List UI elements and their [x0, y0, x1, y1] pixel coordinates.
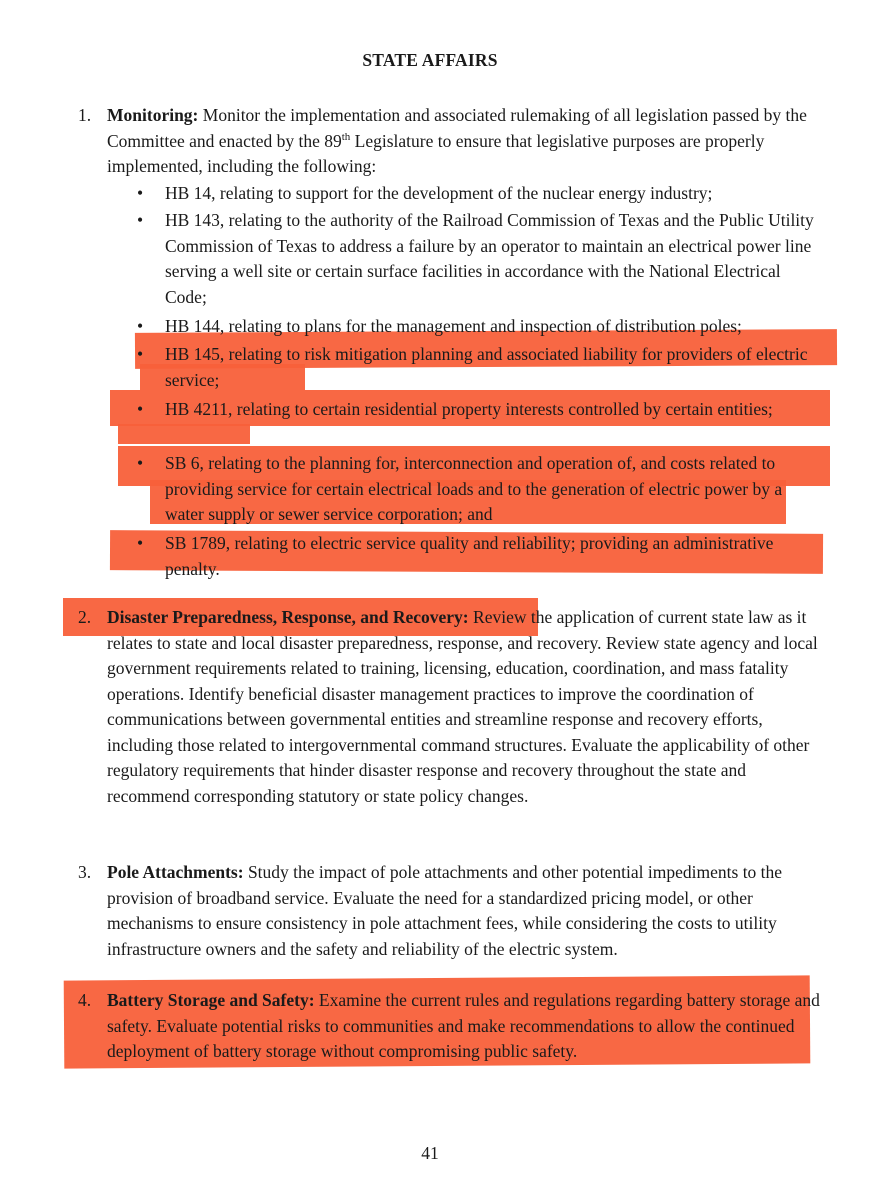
item-heading: Pole Attachments:	[107, 862, 244, 882]
item-heading: Monitoring:	[107, 105, 199, 125]
bullet-sb1789: SB 1789, relating to electric service quality and reliability; providing an administrative penalty.	[165, 533, 774, 579]
item-text: Study the impact of pole attachments and other potential impediments to the provision of broadband service. Evaluate the need for a standardized pricing model, or other mechanisms to ensure consistency in pole attachment fees, while considering the costs to utility infrastructure owners and the safety and reliability of the electric system.	[107, 862, 783, 959]
highlight-hb4211-line2	[118, 424, 250, 444]
item-number-1: 1.	[78, 105, 92, 125]
item-monitoring	[107, 103, 822, 180]
item-disaster-preparedness	[107, 605, 822, 809]
superscript: th	[341, 130, 351, 143]
item-number-3: 3.	[78, 862, 92, 882]
bullet-hb143: HB 143, relating to the authority of the Railroad Commission of Texas and the Public Utility Commission of Texas to address a failure by an operator to maintain an electrical power line serving a well site or certain surface facilities in accordance with the National Electrical Code;	[165, 210, 814, 307]
bullet-icon: •	[137, 453, 144, 473]
bullet-hb145: HB 145, relating to risk mitigation planning and associated liability for providers of electric service;	[165, 344, 808, 390]
item-heading: Battery Storage and Safety:	[107, 990, 315, 1010]
item-text: Monitor the implementation and associated rulemaking of all legislation passed by the Committee and enacted by the 89	[107, 105, 807, 151]
item-text: Examine the current rules and regulations regarding battery storage and safety. Evaluate potential risks to communities and make recommendations to allow the continued deployment of battery storage without compromising public safety.	[107, 990, 820, 1061]
bullet-icon: •	[137, 344, 144, 364]
bullet-icon: •	[137, 533, 144, 553]
bullet-hb4211: HB 4211, relating to certain residential property interests controlled by certain entities;	[165, 399, 773, 419]
item-battery-storage	[107, 988, 822, 1065]
bullet-icon: •	[137, 210, 144, 230]
bullet-hb144: HB 144, relating to plans for the management and inspection of distribution poles;	[165, 316, 742, 336]
item-heading: Disaster Preparedness, Response, and Recovery:	[107, 607, 469, 627]
item-text: Review the application of current state law as it relates to state and local disaster preparedness, response, and recovery. Review state agency and local government requirements related to training, licensing, education, coordination, and mass fatality operations. Identify beneficial disaster management practices to improve the coordination of communications between governmental entities and streamline response and recovery efforts, including those related to intergovernmental command structures. Evaluate the applicability of other regulatory requirements that hinder disaster response and recovery throughout the state and recommend corresponding statutory or state policy changes.	[107, 607, 818, 806]
bullet-icon: •	[137, 316, 144, 336]
page-title: STATE AFFAIRS	[362, 50, 498, 70]
item-number-2: 2.	[78, 607, 92, 627]
item-number-4: 4.	[78, 990, 92, 1010]
bullet-icon: •	[137, 399, 144, 419]
bullet-icon: •	[137, 183, 144, 203]
bullet-hb14: HB 14, relating to support for the development of the nuclear energy industry;	[165, 183, 713, 203]
item-pole-attachments	[107, 860, 822, 962]
bullet-sb6: SB 6, relating to the planning for, interconnection and operation of, and costs related to providing service for certain electrical loads and to the generation of electric power by a water supply or sewer service corporation; and	[165, 453, 783, 524]
item-text: Legislature to ensure that legislative purposes are properly implemented, including the following:	[107, 130, 765, 176]
page-number: 41	[421, 1143, 439, 1163]
